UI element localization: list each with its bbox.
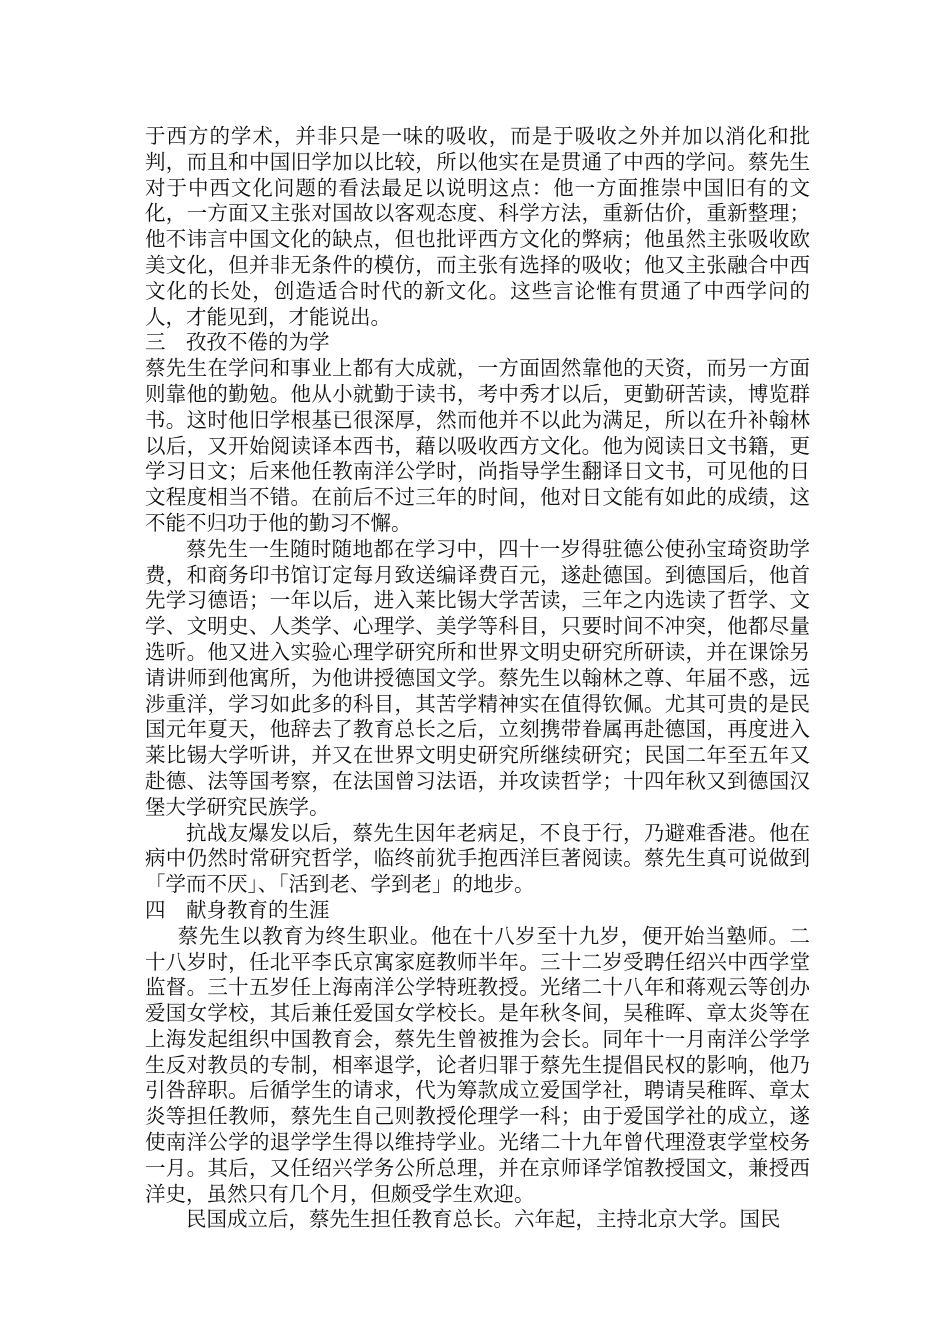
paragraph-hong-kong: 抗战友爆发以后，蔡先生因年老病足，不良于行，乃避难香港。他在病中仍然时常研究哲学，临终前犹手抱西洋巨著阅读。蔡先生真可说做到「学而不厌」、「活到老、学到老」的地步。 bbox=[145, 820, 810, 897]
section-heading-three: 三 孜孜不倦的为学 bbox=[145, 330, 330, 355]
paragraph-education-career: 蔡先生以教育为终生职业。他在十八岁至十九岁，便开始当塾师。二十八岁时，任北平李氏京寓家庭教师半年。三十二岁受聘任绍兴中西学堂监督。三十五岁任上海南洋公学特班教授。光绪二十八年和蒋观云等创办爱国女学校，其后兼任爱国女学校长。是年秋冬间，吴稚晖、章太炎等在上海发起组织中国教育会，蔡先生曾被推为会长。同年十一月南洋公学学生反对教员的专制，相率退学，论者归罪于蔡先生提倡民权的影响，他乃引咎辞职。后循学生的请求，代为筹款成立爱国学社，聘请吴稚晖、章太炎等担任教师，蔡先生自己则教授伦理学一科；由于爱国学社的成立，遂使南洋公学的退学学生得以维持学业。光绪二十九年曾代理澄衷学堂校务一月。其后，又任绍兴学务公所总理，并在京师译学馆教授国文，兼授西洋史，虽然只有几个月，但颇受学生欢迎。 bbox=[145, 923, 810, 1206]
paragraph-republic: 民国成立后，蔡先生担任教育总长。六年起，主持北京大学。国民 bbox=[186, 1207, 781, 1232]
paragraph-diligence: 蔡先生在学问和事业上都有大成就，一方面固然靠他的天资，而另一方面则靠他的勤勉。他从小就勤于读书，考中秀才以后，更勤研苦读，博览群书。这时他旧学根基已很深厚，然而他并不以此为满足，所以在升补翰林以后，又开始阅读译本西书，藉以吸收西方文化。他为阅读日文书籍，更学习日文；后来他任教南洋公学时，尚指导学生翻译日文书，可见他的日文程度相当不错。在前后不过三年的时间，他对日文能有如此的成绩，这不能不归功于他的勤习不懈。 bbox=[145, 356, 810, 535]
paragraph-east-west-learning: 于西方的学术，并非只是一味的吸收，而是于吸收之外并加以消化和批判，而且和中国旧学加以比较，所以他实在是贯通了中西的学问。蔡先生对于中西文化问题的看法最足以说明这点：他一方面推崇中国旧有的文化，一方面又主张对国故以客观态度、科学方法，重新估价，重新整理；他不讳言中国文化的缺点，但也批评西方文化的弊病；他虽然主张吸收欧美文化，但并非无条件的模仿，而主张有选择的吸收；他又主张融合中西文化的长处，创造适合时代的新文化。这些言论惟有贯通了中西学问的人，才能见到，才能说出。 bbox=[145, 124, 810, 329]
document-page bbox=[145, 124, 810, 1233]
section-heading-four: 四 献身教育的生涯 bbox=[145, 897, 330, 922]
paragraph-study-in-germany: 蔡先生一生随时随地都在学习中，四十一岁得驻德公使孙宝琦资助学费，和商务印书馆订定每月致送编译费百元，遂赴德国。到德国后，他首先学习德语；一年以后，进入莱比锡大学苦读，三年之内选读了哲学、文学、文明史、人类学、心理学、美学等科目，只要时间不冲突，他都尽量选听。他又进入实验心理学研究所和世界文明史研究所研读，并在课馀另请讲师到他寓所，为他讲授德国文学。蔡先生以翰林之尊、年届不惑，远涉重洋，学习如此多的科目，其苦学精神实在值得钦佩。尤其可贵的是民国元年夏天，他辞去了教育总长之后，立刻携带眷属再赴德国，再度进入莱比锡大学听讲，并又在世界文明史研究所继续研究；民国二年至五年又赴德、法等国考察，在法国曾习法语，并攻读哲学；十四年秋又到德国汉堡大学研究民族学。 bbox=[145, 536, 810, 819]
